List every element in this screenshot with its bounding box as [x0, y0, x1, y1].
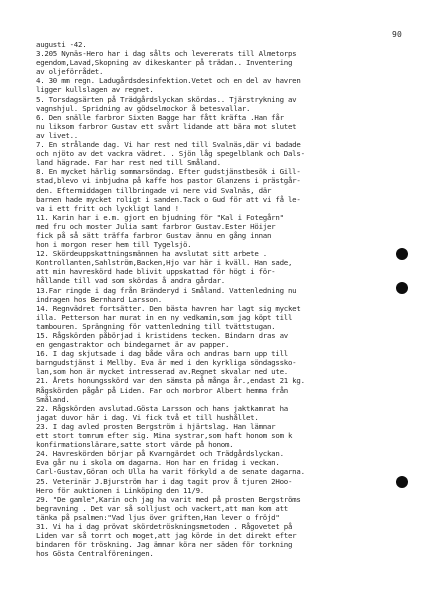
text-line: den. Eftermiddagen tillbringade vi nere vid Svalnäs, där [36, 185, 272, 195]
text-line: Rågskörden pågår på Liden. Far och morbror Albert hemma från [36, 385, 288, 395]
punch-hole [396, 476, 408, 488]
text-line: vagnshjul. Spridning av gödselmockor å betesvallar. [36, 103, 251, 113]
text-line: konfirmationslärare,satte stort värde på honom. [36, 440, 234, 450]
text-line: nu liksom farbror Gustav ett svårt lidande att bära mot slutet [36, 121, 297, 131]
text-line: 15. Rågskörden påbörjad i kristidens tecken. Bindarn dras av [36, 331, 288, 340]
text-line: bindaren för tröskning. Jag ämnar köra ner säden för torkning [36, 540, 293, 550]
text-line: barngudstjänst i Mellby. Eva är med i den kyrkliga söndagssko- [36, 358, 297, 368]
text-line: Hero för auktionen i Linköping den 11/9. [36, 485, 204, 495]
text-line: 4. 30 mm regn. Ladugårdsdesinfektion.Vetet och en del av havren [36, 76, 301, 86]
text-line: ett stort tomrum efter sig. Mina systrar,som haft honom som k [36, 431, 293, 441]
text-line: 31. Vi ha i dag prövat skördetröskningsmetoden . Rågovetet på [36, 521, 293, 531]
text-line: barnen hade mycket roligt i sanden.Tack o Gud för att vi få le- [36, 194, 301, 204]
text-line: indragen hos Bernhard Larsson. [36, 294, 162, 304]
text-line: egendom,Lavad,Skopning av dikeskanter på trädan.. Inventering [36, 58, 293, 68]
text-line: av livet.. [36, 130, 78, 140]
text-line: och njöto av det vackra vädret. . Sjön låg spegelblank och Dals- [36, 149, 305, 159]
text-line: fick på så sätt träffa farbror Gustav ännu en gång innan [36, 230, 272, 240]
text-line: med fru och moster Julia samt farbror Gustav.Ester Höijer [36, 221, 276, 231]
text-line: ligger kullslagen av regnet. [36, 85, 154, 95]
page-number: 90 [392, 30, 403, 39]
text-line: illa. Petterson har murat in en ny vedkamin,som jag köpt till [36, 312, 293, 322]
text-line: tänka på psalmen:"Vad ljus över griften,Han lever o fröjd" [36, 512, 280, 522]
text-line: begravning . Det var så solljust och vackert,att man kom att [36, 503, 288, 513]
text-line: 16. I dag skjutsade i dag både våra och andras barn upp till [36, 349, 288, 359]
text-line: 6. Den snälle farbror Sixten Bagge har fått kräfta .Han får [36, 112, 284, 122]
text-line: 25. Veterinär J.Bjurström har i dag tagit prov å tjuren 2Hoo- [36, 476, 293, 486]
text-line: hållande till vad som skördas å andra gårdar. [36, 276, 225, 286]
text-line: 21. Årets honungsskörd var den sämsta på många år.,endast 21 kg. [36, 376, 305, 386]
text-line: 5. Torsdagsärten på Trädgårdslyckan skördas.. Tjärstrykning av [36, 94, 297, 104]
text-line: Småland. [36, 394, 70, 404]
text-line: Eva går nu i skola om dagarna. Hon har en fridag i veckan. [36, 458, 280, 468]
text-line: Carl-Gustav,Göran och Ulla ha varit förkyld a de senate dagarna. [36, 467, 305, 477]
text-line: augusti -42. [36, 40, 87, 49]
punch-hole [396, 248, 408, 260]
text-line: lan,som hon är mycket intresserad av.Regnet skvalar ned ute. [36, 367, 288, 377]
punch-hole [396, 282, 408, 294]
text-line: 14. Regnvädret fortsätter. Den bästa havren har lagt sig mycket [36, 303, 301, 313]
text-line: 24. Havreskörden börjar på Kvarngärdet och Trädgårdslyckan. [36, 449, 284, 459]
text-line: 29. "De gamle",Karin och jag ha varit med på prosten Bergströms [36, 494, 301, 504]
text-line: hon i morgon reser hem till Tygelsjö. [36, 240, 192, 250]
text-line: land hägrade. Far har rest ned till Småland. [36, 158, 221, 168]
text-line: Liden var så torrt och moget,att jag körde in det direkt efter [36, 531, 297, 541]
text-line: Kontrollanten,Sahlström,Backen,Hjo var här i kväll. Han sade, [36, 258, 293, 268]
text-line: 22. Rågskörden avslutad.Gösta Larsson och hans jaktkamrat ha [36, 403, 288, 413]
text-line: hos Gösta Centralföreningen. [36, 549, 154, 559]
text-line: 8. En mycket härlig sommarsöndag. Efter gudstjänstbesök i Gill- [36, 167, 301, 177]
text-line: va i ett fritt och lyckligt land ! [36, 203, 179, 213]
text-line: att min havreskörd hade blivit uppskattad för högt i för- [36, 267, 276, 277]
text-line: en gengastraktor och bindegarnet är av papper. [36, 340, 230, 350]
text-line: tambouren. Sprängning för vattenledning till tvättstugan. [36, 321, 276, 331]
text-line: 12. Skördeuppskattningsmännen ha avslutat sitt arbete . [36, 249, 267, 259]
text-line: stad,blevo vi inbjudna på kaffe hos pastor Glanzens i prästgår- [36, 176, 301, 186]
text-line: av oljeförrådet. [36, 67, 104, 77]
text-line: 23. I dag avled prosten Bergström i hjärtslag. Han lämnar [36, 421, 276, 431]
diary-text [36, 40, 386, 558]
text-line: 11. Karin har i e.m. gjort en bjudning för "Kal i Fotegårn" [36, 212, 284, 222]
text-line: 7. En strålande dag. Vi har rest ned till Svalnäs,där vi badade [36, 140, 301, 150]
text-line: 13.Far ringde i dag från Bränderyd i Småland. Vattenledning nu [36, 285, 297, 295]
text-line: jagat duvor här i dag. Vi fick två et till hushållet. [36, 412, 259, 422]
text-line: 3.205 Nynäs-Hero har i dag sålts och levererats till Almetorps [36, 49, 297, 59]
